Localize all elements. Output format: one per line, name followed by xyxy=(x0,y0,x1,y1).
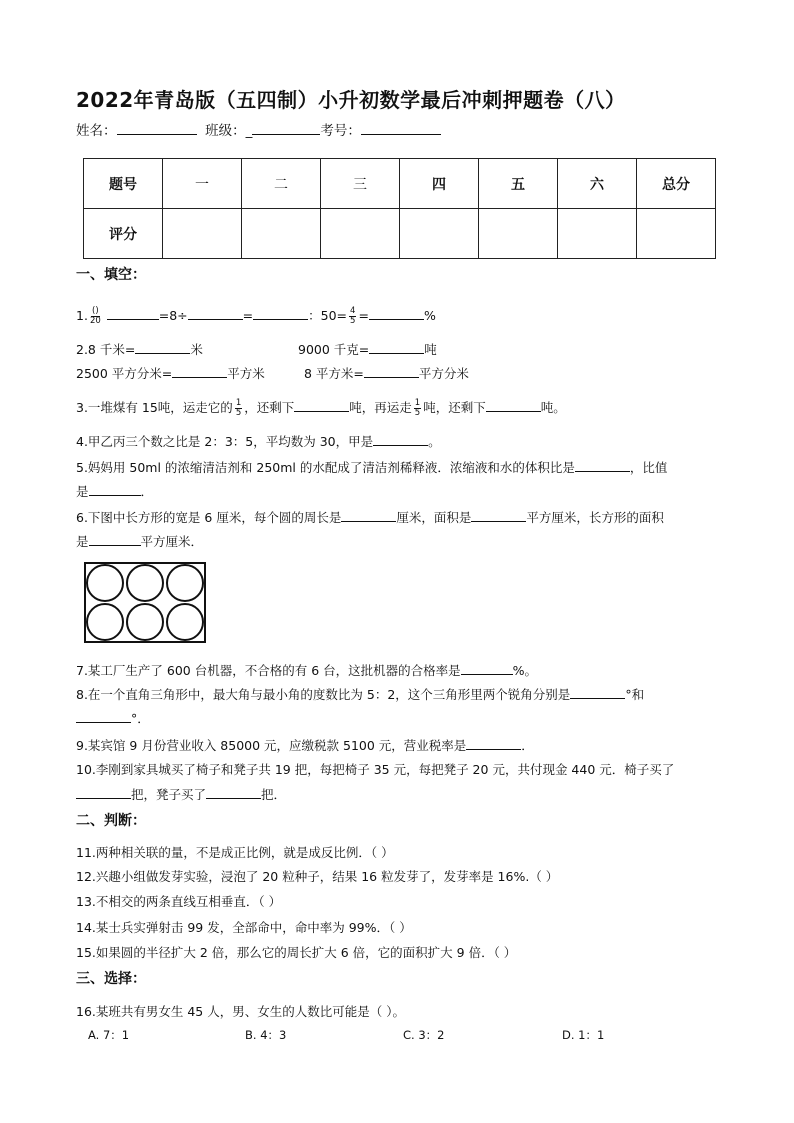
score-table-header-row xyxy=(84,159,716,209)
choice-option-a[interactable]: A. 7：1 xyxy=(88,1028,130,1042)
q2d-unit: 平方分米 xyxy=(418,366,469,381)
question-8-line-2 xyxy=(76,708,150,727)
q2a-unit: 米 xyxy=(190,342,203,357)
answer-blank[interactable] xyxy=(341,507,396,522)
q2c-unit: 平方米 xyxy=(227,366,265,381)
answer-blank[interactable] xyxy=(369,305,424,320)
circle-shape xyxy=(86,603,124,641)
choice-option-d[interactable]: D. 1：1 xyxy=(562,1028,605,1042)
exam-label: 考号： xyxy=(320,123,361,139)
class-blank[interactable] xyxy=(252,120,320,135)
question-10-line-1 xyxy=(76,760,674,778)
answer-blank[interactable] xyxy=(575,457,630,472)
q5-l1b: ，比值 xyxy=(629,460,668,475)
score-input-cell[interactable] xyxy=(479,209,558,259)
answer-blank[interactable] xyxy=(135,339,190,354)
name-blank[interactable] xyxy=(117,120,197,135)
q1-eq2: = xyxy=(242,308,254,323)
question-5-line-2 xyxy=(76,481,153,500)
answer-blank[interactable] xyxy=(570,684,625,699)
student-info-line xyxy=(76,119,441,139)
circle-shape xyxy=(166,603,204,641)
q3-fraction-2 xyxy=(414,399,421,418)
score-header-cell: 总分 xyxy=(637,159,716,209)
answer-blank[interactable] xyxy=(89,531,141,546)
answer-blank[interactable] xyxy=(76,784,131,799)
page-title: 2022年青岛版（五四制）小升初数学最后冲刺押题卷（八） xyxy=(76,88,626,112)
question-6-line-2 xyxy=(76,531,203,550)
judge-question: 12.兴趣小组做发芽实验，浸泡了 20 粒种子，结果 16 粒发芽了，发芽率是 16%.（ ） xyxy=(76,869,559,884)
answer-blank[interactable] xyxy=(172,363,227,378)
answer-blank[interactable] xyxy=(206,784,261,799)
q10-l2b: 把，凳子买了 xyxy=(131,787,207,802)
q6-l1c: 平方厘米，长方形的面积 xyxy=(526,510,664,525)
q1-frac2-den: 5 xyxy=(350,316,356,326)
score-input-cell[interactable] xyxy=(400,209,479,259)
score-table xyxy=(83,158,716,259)
question-5-line-1 xyxy=(76,457,667,476)
score-header-cell: 题号 xyxy=(84,159,163,209)
judge-question: 14.某士兵实弹射击 99 发，全部命中，命中率为 99%．（ ） xyxy=(76,920,412,935)
q3-p3: 吨，再运走 xyxy=(349,400,412,415)
q9-p2: ． xyxy=(521,738,534,753)
q2a-text: 2.8 千米= xyxy=(76,342,136,357)
q4-p1: 4.甲乙丙三个数之比是 2：3：5，平均数为 30，甲是 xyxy=(76,434,374,449)
q1-frac-num: () xyxy=(92,306,99,316)
q3-p4: 吨，还剩下 xyxy=(423,400,486,415)
q8-l2b: °． xyxy=(131,711,150,726)
class-mark: _ xyxy=(245,123,253,139)
answer-blank[interactable] xyxy=(188,305,243,320)
q2b-text: 9000 千克= xyxy=(298,342,370,357)
q10-l1: 10.李刚到家具城买了椅子和凳子共 19 把，每把椅子 35 元，每把凳子 20 元，共付现金 440 元．椅子买了 xyxy=(76,762,675,777)
q1-pct: % xyxy=(423,308,436,323)
answer-blank[interactable] xyxy=(486,397,541,412)
score-header-cell: 二 xyxy=(242,159,321,209)
question-7 xyxy=(76,660,537,679)
question-1 xyxy=(76,305,436,326)
score-input-cell[interactable] xyxy=(321,209,400,259)
answer-blank[interactable] xyxy=(364,363,419,378)
name-label: 姓名： xyxy=(76,123,117,139)
circle-shape xyxy=(126,603,164,641)
question-4 xyxy=(76,431,441,450)
q1-prefix: 1. xyxy=(76,308,88,323)
answer-blank[interactable] xyxy=(89,481,141,496)
q3-p1: 3.一堆煤有 15吨，运走它的 xyxy=(76,400,233,415)
q5-l2: 是 xyxy=(76,484,89,499)
answer-blank[interactable] xyxy=(369,339,424,354)
q1-eq3: = xyxy=(358,308,369,323)
q3-fraction xyxy=(235,399,242,418)
answer-blank[interactable] xyxy=(76,708,131,723)
q3-frac-num: 1 xyxy=(235,398,242,408)
q5-l1: 5.妈妈用 50ml 的浓缩清洁剂和 250ml 的水配成了清洁剂稀释液．浓缩液和水的体积比是 xyxy=(76,460,575,475)
score-table-score-row xyxy=(84,209,716,259)
circle-shape xyxy=(86,564,124,602)
score-input-cell[interactable] xyxy=(242,209,321,259)
score-header-cell: 六 xyxy=(558,159,637,209)
q6-l2: 是 xyxy=(76,534,89,549)
question-8-line-1 xyxy=(76,684,644,703)
section-judge-heading: 二、判断： xyxy=(76,813,146,829)
score-header-cell: 三 xyxy=(321,159,400,209)
q1-colon50: ：50= xyxy=(308,308,348,323)
q1-eq1: =8÷ xyxy=(158,308,188,323)
score-input-cell[interactable] xyxy=(637,209,716,259)
section-fill-heading: 一、填空： xyxy=(76,267,146,283)
answer-blank[interactable] xyxy=(294,397,349,412)
q3-frac-den: 5 xyxy=(235,408,242,418)
q3-p5: 吨。 xyxy=(540,400,566,415)
q6-l1: 6.下图中长方形的宽是 6 厘米，每个圆的周长是 xyxy=(76,510,342,525)
q10-l2c: 把． xyxy=(261,787,287,802)
question-2d xyxy=(304,363,469,382)
circle-shape xyxy=(126,564,164,602)
answer-blank[interactable] xyxy=(461,660,513,675)
q9-p1: 9.某宾馆 9 月份营业收入 85000 元，应缴税款 5100 元，营业税率是 xyxy=(76,738,467,753)
choice-question-16: 16.某班共有男女生 45 人，男、女生的人数比可能是（ ）。 xyxy=(76,1004,405,1019)
q1-fraction-2 xyxy=(349,307,356,326)
exam-blank[interactable] xyxy=(361,120,441,135)
score-input-cell[interactable] xyxy=(163,209,242,259)
q7-p1: 7.某工厂生产了 600 台机器，不合格的有 6 台，这批机器的合格率是 xyxy=(76,663,461,678)
score-header-cell: 五 xyxy=(479,159,558,209)
q3-p2: ，还剩下 xyxy=(244,400,295,415)
q4-p2: 。 xyxy=(428,434,441,449)
answer-blank[interactable] xyxy=(466,735,521,750)
q8-l1: 8.在一个直角三角形中，最大角与最小角的度数比为 5：2，这个三角形里两个锐角分别是 xyxy=(76,687,571,702)
score-row-label: 评分 xyxy=(84,209,163,259)
question-9 xyxy=(76,735,534,754)
q1-frac2-num: 4 xyxy=(350,306,356,316)
score-input-cell[interactable] xyxy=(558,209,637,259)
q2b-unit: 吨 xyxy=(424,342,437,357)
q8-l1b: °和 xyxy=(625,687,645,702)
q2c-text: 2500 平方分米= xyxy=(76,366,173,381)
q5-l2b: ． xyxy=(140,484,154,499)
judge-question: 13.不相交的两条直线互相垂直．（ ） xyxy=(76,894,282,909)
q6-l2b: 平方厘米． xyxy=(140,534,204,549)
rectangle-circles-figure xyxy=(84,562,206,643)
question-6-line-1 xyxy=(76,507,664,526)
score-header-cell: 四 xyxy=(400,159,479,209)
choice-option-c[interactable]: C. 3：2 xyxy=(403,1028,445,1042)
choice-option-b[interactable]: B. 4：3 xyxy=(245,1028,287,1042)
class-label: 班级： xyxy=(205,123,246,139)
q2d-text: 8 平方米= xyxy=(304,366,364,381)
answer-blank[interactable] xyxy=(373,431,428,446)
q3-frac2-den: 5 xyxy=(414,408,421,418)
question-3 xyxy=(76,397,566,418)
section-choice-heading: 三、选择： xyxy=(76,971,146,987)
score-header-cell: 一 xyxy=(163,159,242,209)
q1-fraction xyxy=(90,307,101,326)
q3-frac2-num: 1 xyxy=(414,398,421,408)
question-2a xyxy=(76,339,203,358)
question-10-line-2 xyxy=(76,784,286,803)
q1-frac-den: 20 xyxy=(89,316,101,326)
question-2b xyxy=(298,339,437,358)
judge-question: 15.如果圆的半径扩大 2 倍，那么它的周长扩大 6 倍，它的面积扩大 9 倍．（ ） xyxy=(76,945,517,960)
q6-l1b: 厘米，面积是 xyxy=(396,510,472,525)
q7-p2: %。 xyxy=(512,663,538,678)
answer-blank[interactable] xyxy=(471,507,526,522)
answer-blank[interactable] xyxy=(107,305,159,320)
answer-blank[interactable] xyxy=(253,305,308,320)
circle-shape xyxy=(166,564,204,602)
question-2c xyxy=(76,363,265,382)
judge-question: 11.两种相关联的量，不是成正比例，就是成反比例．（ ） xyxy=(76,845,394,860)
